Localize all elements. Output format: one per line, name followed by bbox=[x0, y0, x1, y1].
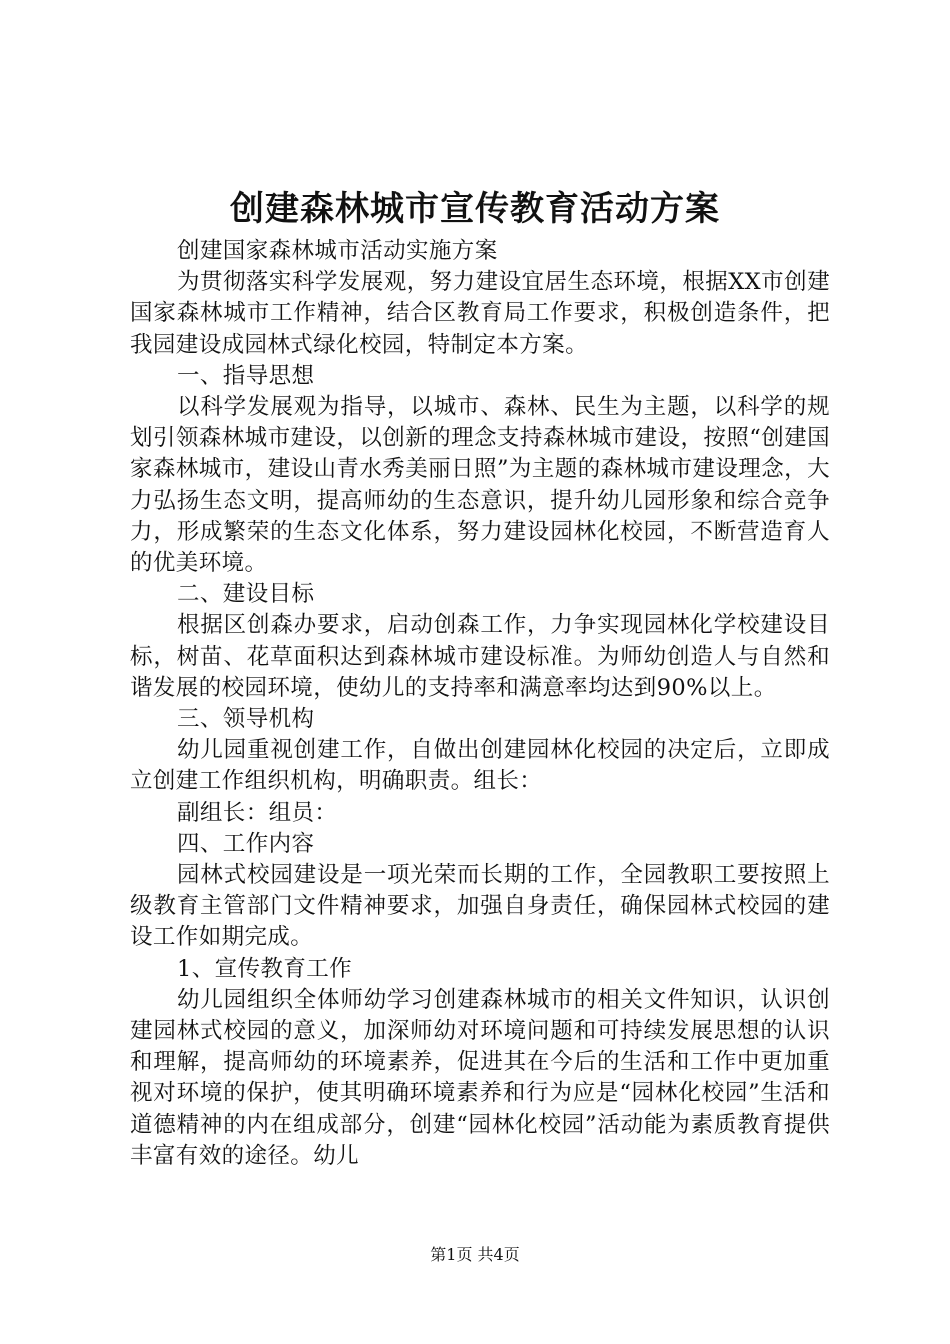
section-heading-goals: 二、建设目标 bbox=[177, 581, 315, 608]
section-heading-leadership: 三、领导机构 bbox=[177, 706, 315, 733]
paragraph-intro: 为贯彻落实科学发展观，努力建设宜居生态环境，根据XX市创建国家森林城市工作精神，结合区教育局工作要求，积极创造条件，把我园建设成园林式绿化校园，特制定本方案。 bbox=[130, 269, 830, 358]
paragraph-goals: 根据区创森办要求，启动创森工作，力争实现园林化学校建设目标，树苗、花草面积达到森林城市建设标准。为师幼创造人与自然和谐发展的校园环境，使幼儿的支持率和满意率均达到90%以上。 bbox=[130, 612, 830, 701]
section-heading-work-content: 四、工作内容 bbox=[177, 830, 315, 857]
document-title: 创建森林城市宣传教育活动方案 bbox=[230, 189, 720, 229]
paragraph-publicity: 幼儿园组织全体师幼学习创建森林城市的相关文件知识，认识创建园林式校园的意义，加深师幼对环境问题和可持续发展思想的认识和理解，提高师幼的环境素养，促进其在今后的生活和工作中更加重视对环境的保护，使其明确环境素养和行为应是“园林化校园”生活和道德精神的内在组成部分，创建“园林化校园”活动能为素质教育提供丰富有效的途径。幼儿 bbox=[130, 986, 830, 1169]
paragraph-members: 副组长：组员： bbox=[177, 799, 338, 826]
paragraph-subtitle: 创建国家森林城市活动实施方案 bbox=[177, 238, 498, 264]
document-body bbox=[130, 236, 830, 1172]
paragraph-work-content: 园林式校园建设是一项光荣而长期的工作，全园教职工要按照上级教育主管部门文件精神要求，加强自身责任，确保园林式校园的建设工作如期完成。 bbox=[130, 862, 830, 951]
subsection-heading-publicity: 1、宣传教育工作 bbox=[177, 955, 353, 982]
paragraph-guiding-ideology: 以科学发展观为指导，以城市、森林、民生为主题，以科学的规划引领森林城市建设，以创新的理念支持森林城市建设，按照“创建国家森林城市，建设山青水秀美丽日照”为主题的森林城市建设理念，大力弘扬生态文明，提高师幼的生态意识，提升幼儿园形象和综合竞争力，形成繁荣的生态文化体系，努力建设园林化校园，不断营造育人的优美环境。 bbox=[130, 394, 830, 577]
section-heading-guiding-ideology: 一、指导思想 bbox=[177, 362, 315, 389]
page-footer: 第1页 共4页 bbox=[430, 1245, 520, 1264]
paragraph-leadership: 幼儿园重视创建工作，自做出创建园林化校园的决定后，立即成立创建工作组织机构，明确职责。组长： bbox=[130, 737, 830, 795]
